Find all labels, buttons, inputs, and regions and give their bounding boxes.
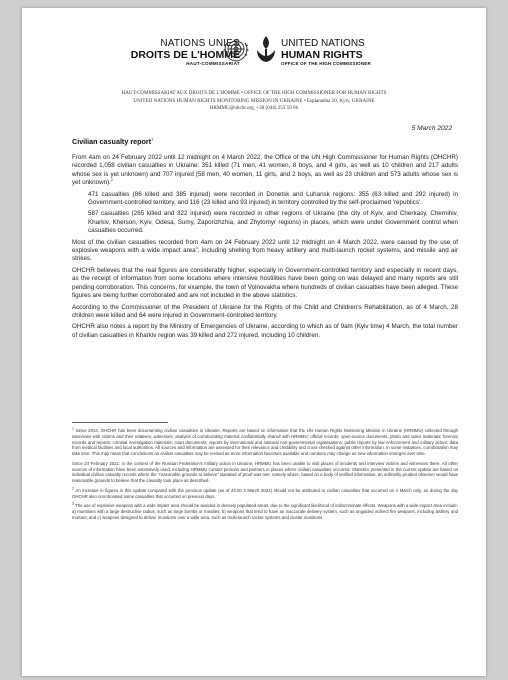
footnotes	[72, 428, 458, 525]
footnote-1: $^1$ Since 2014, OHCHR has been documenting civilian casualties in Ukraine. Reports are based on information that the UN Human Rights Monitoring Mission in Ukraine (HRMMU) collected through interviews with victims and their relatives; witnesses; analysis of corroborating material confidentially shared with HRMMU; official records; open-source documents, photo and video materials; forensic records and reports; criminal investigation materials; court documents; reports by international and national non-governmental organisations; public reports by law enforcement and military actors; data from medical facilities and local authorities. All sources and information are assessed for their relevance and credibility and cross-checked against other information. In some instances, corroboration may take time. This may mean that conclusions on civilian casualties may be revised as more information becomes available and numbers may change as new information emerges over time.	[72, 426, 458, 456]
paragraph-other-regions: 587 casualties (265 killed and 322 injured) were recorded in other regions of Ukraine (the city of Kyiv, and Cherkasy, Chernihiv, Kharkiv, Kherson, Kyiv, Odesa, Sumy, Zaporizhzhia, and Zhytomyr regions) in places, which were under Government control when casualties occurred.	[88, 210, 458, 235]
paragraph-real-figures: OHCHR believes that the real figures are considerably higher, especially in Government-controlled territory and especially in recent days, as the receipt of information from some locations where intensive hostilities have been going on was delayed and many reports are still pending corroboration. This concerns, for example, the town of Volnovakha where hundreds of civilian casualties have been alleged. These figures are being further corroborated and are not included in the above statistics.	[72, 266, 458, 300]
report-body	[72, 154, 458, 343]
ohchr-french-wordmark: NATIONS UNIES DROITS DE L'HOMME HAUT-COMMISSARIAT	[130, 38, 240, 66]
footnote-separator	[72, 422, 168, 423]
report-date: 5 March 2022	[411, 125, 452, 132]
footnote-2: $^2$ An increase in figures in this update compared with the previous update (as of 24.00 3 March 2022) should not be attributed to civilian casualties that occurred on 4 March only, as during the day OHCHR also corroborated some casualties that occurred on previous days.	[72, 486, 459, 499]
un-emblem-icon	[222, 34, 250, 68]
letterhead-address: HAUT-COMMISSARIAT AUX DROITS DE L'HOMME • OFFICE OF THE HIGH COMMISSIONER FOR HUMAN RIGHTS UNITED NATIONS HUMAN RIGHTS MONITORING MISSION IN UKRAINE • Esplanadna 20, Kyiv, UKRAINE HRMMU@ohchr.org, +38 (044) 253 59 66	[121, 90, 387, 112]
report-title: Civilian casualty report$^1$	[72, 136, 154, 146]
document-page	[22, 8, 486, 676]
footnote-3: $^3$ The use of explosive weapons with a wide impact area should be avoided in densely populated areas, due to the significant likelihood of indiscriminate effects. Weapons with a wide impact area include: a) munitions with a large destructive radius, such as large bombs or missiles; b) weapons that tend to have an inaccurate delivery system, such as unguided indirect fire weapons, including artillery and mortars; and c) weapons designed to deliver munitions over a wide area, such as multi-launch rocket systems and cluster munitions.	[72, 501, 459, 520]
footnote-1-continued: Since 24 February 2022, in the context of the Russian Federation's military action in Ukraine, HRMMU has been unable to visit places of incidents and interview victims and witnesses there. All other sources of information have been extensively used, including HRMMU contact persons and partners in places where civilian casualties occurred. Statistics presented in the current update are based on individual civilian casualty records where the "reasonable grounds to believe" standard of proof was met, namely where, based on a body of verified information, an ordinarily prudent observer would have reasonable grounds to believe that the casualty took place as described.	[72, 460, 458, 483]
paragraph-explosive-weapons: Most of the civilian casualties recorded from 4am on 24 February 2022 until 12 midnight on 4 March 2022, were caused by the use of explosive weapons with a wide impact area$^3$, including shelling from heavy artillery and multi-launch rocket systems, and missile and air strikes.	[72, 238, 458, 263]
paragraph-kharkiv: OHCHR also notes a report by the Ministry of Emergencies of Ukraine, according to which as of 9am (Kyiv time) 4 March, the total number of civilian casualties in Kharkiv region was 39 killed and 272 injured, including 10 children.	[72, 323, 458, 339]
letterhead-logos	[22, 34, 486, 76]
human-rights-emblem-icon	[253, 34, 279, 68]
ohchr-english-wordmark: UNITED NATIONS HUMAN RIGHTS OFFICE OF THE HIGH COMMISSIONER	[281, 38, 371, 66]
paragraph-children: According to the Commissioner of the President of Ukraine for the Rights of the Child and Children's Rehabilitation, as of 4 March, 28 children were killed and 64 were injured in Government-controlled territory.	[72, 303, 458, 319]
paragraph-summary: From 4am on 24 February 2022 until 12 midnight on 4 March 2022, the Office of the UN High Commissioner for Human Rights (OHCHR) recorded 1,058 civilian casualties in Ukraine: 351 killed (71 men, 41 women, 8 boys, and 4 girls, as well as 10 children and 217 adults whose sex is yet unknown) and 707 injured (58 men, 40 women, 11 girls, and 2 boys, as well as 23 children and 573 adults whose sex is yet unknown).$^2$	[72, 154, 458, 187]
paragraph-donetsk-luhansk: 471 casualties (86 killed and 385 injured) were recorded in Donetsk and Luhansk regions: 355 (63 killed and 292 injured) in Government-controlled territory, and 116 (23 killed and 93 injured) in territory controlled by the self-proclaimed 'republics'.	[88, 190, 458, 207]
